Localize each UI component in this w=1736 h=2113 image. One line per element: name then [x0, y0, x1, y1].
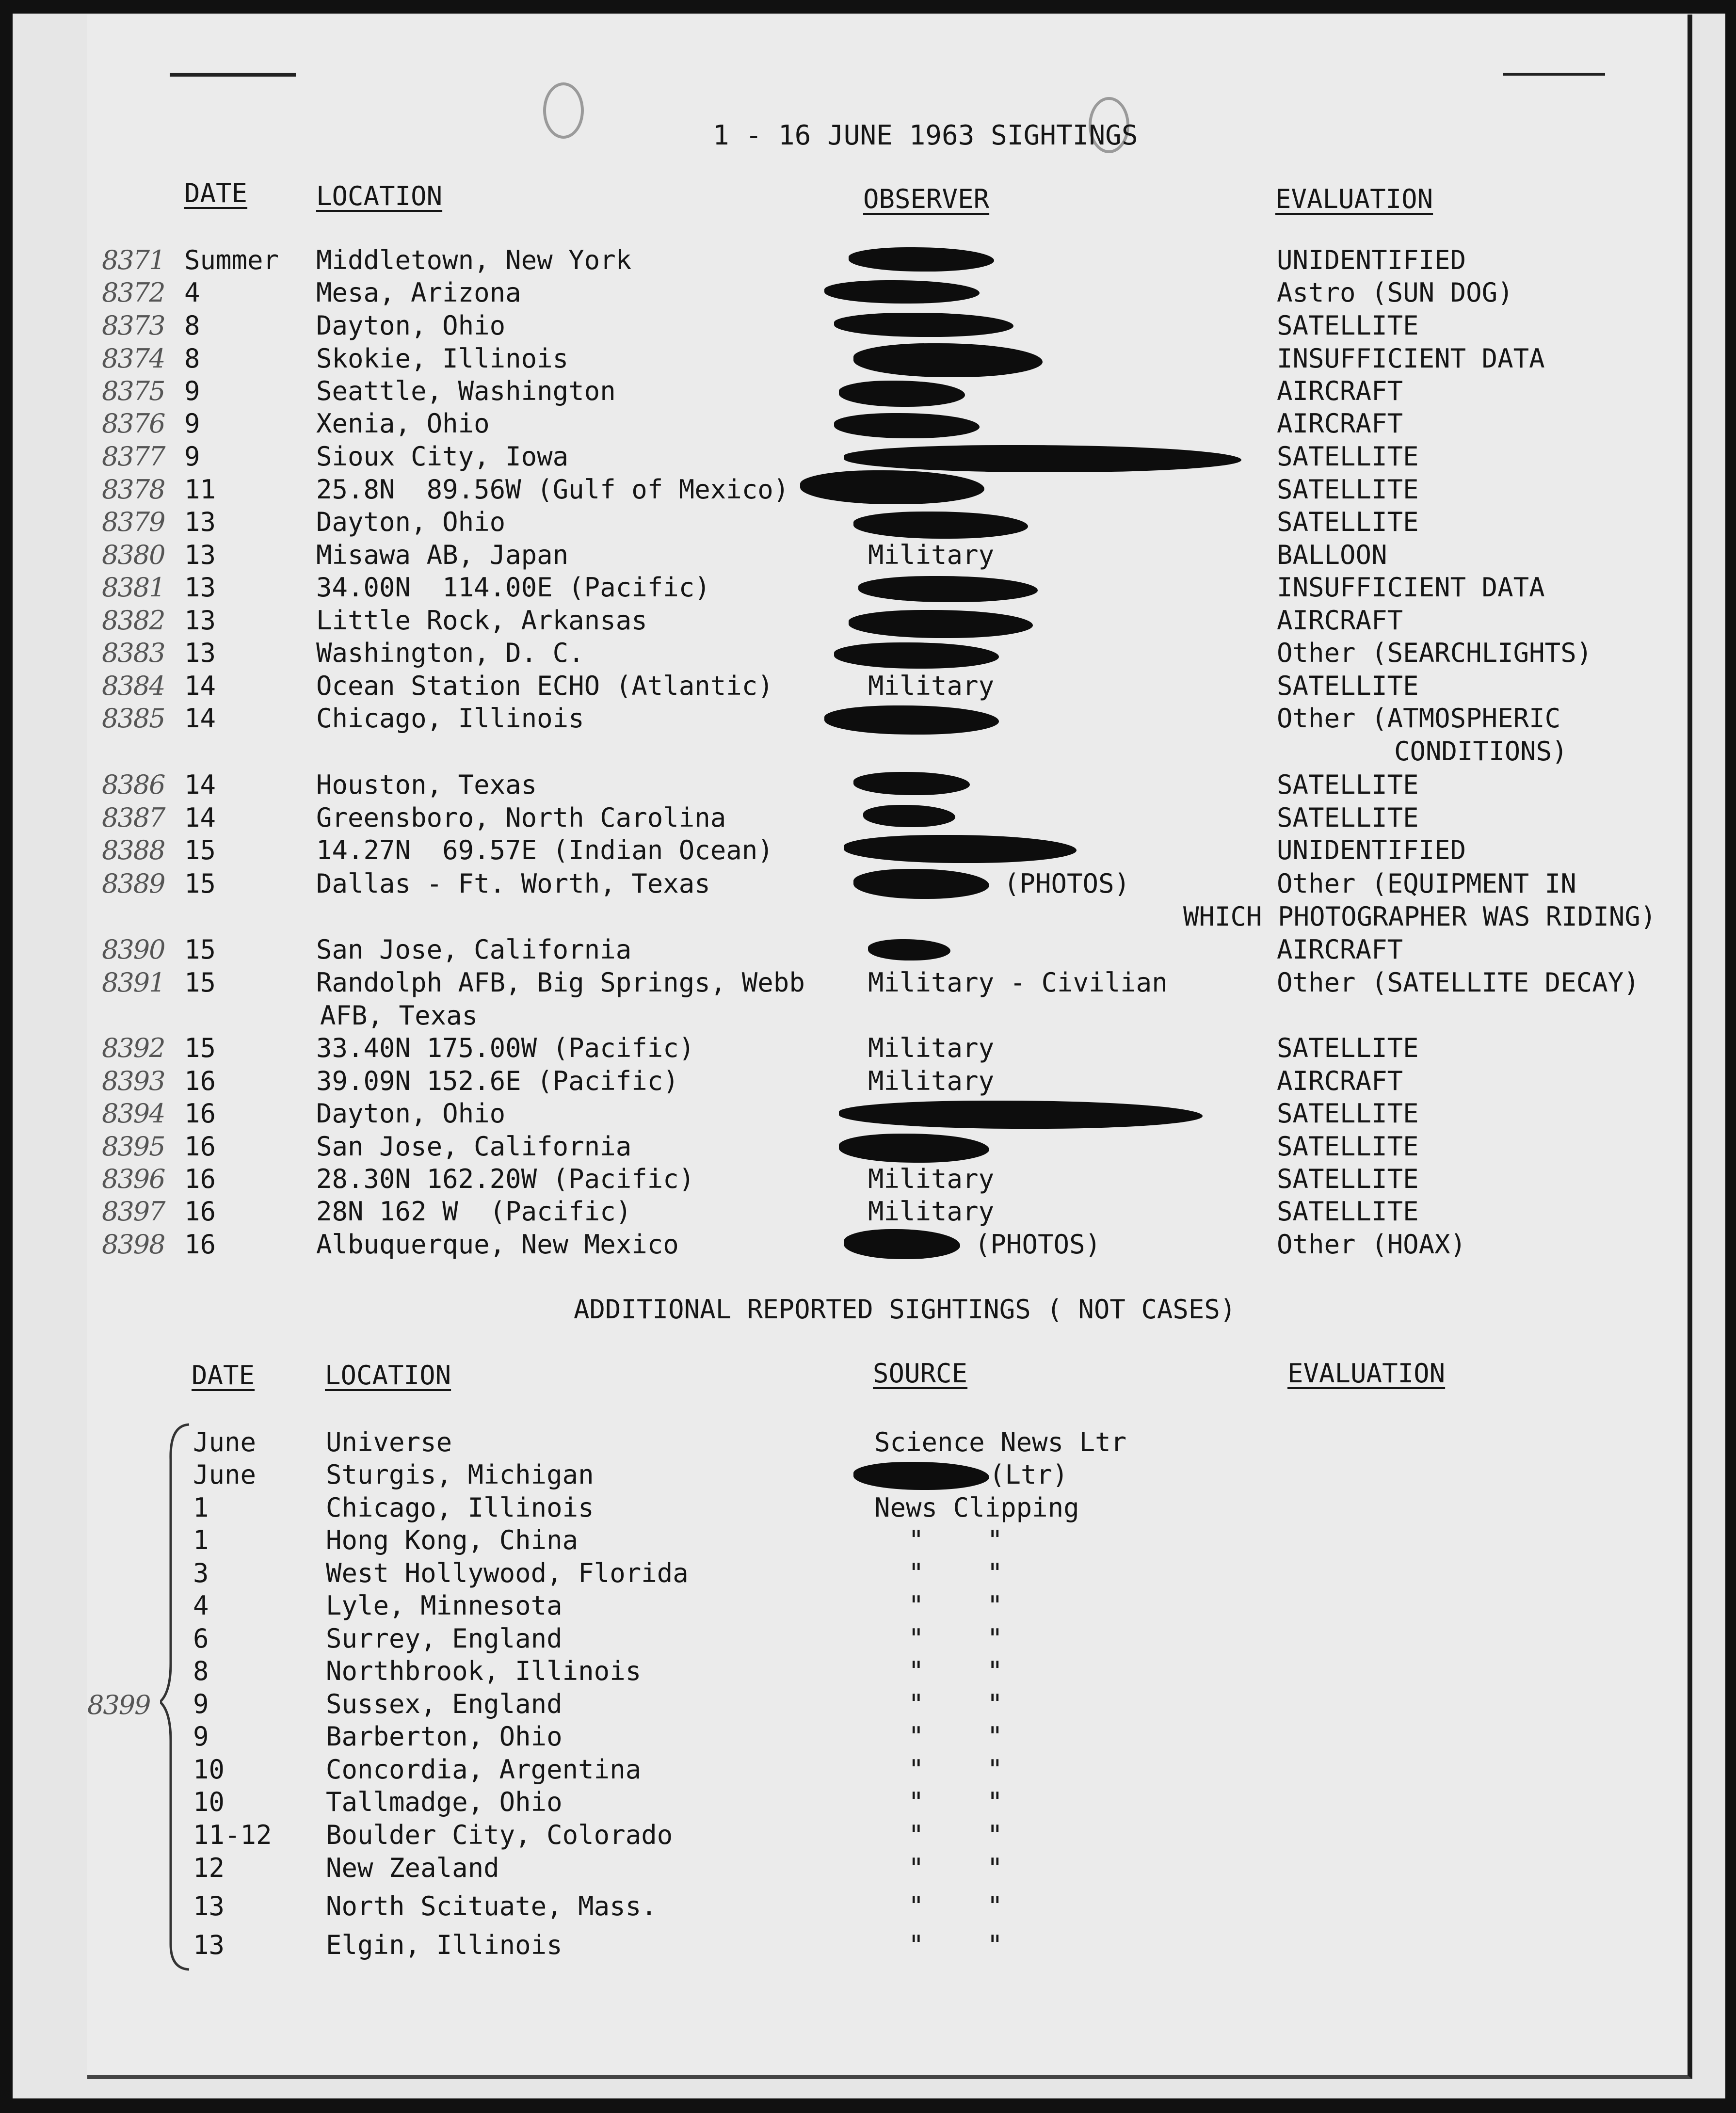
additional-location: West Hollywood, Florida [326, 1558, 689, 1588]
additional-source: " " [908, 1656, 1003, 1686]
case-number: 8379 [102, 507, 165, 537]
sighting-date: 13 [184, 638, 216, 668]
sighting-location: Xenia, Ohio [316, 408, 490, 439]
case-number: 8374 [102, 343, 165, 374]
sighting-location: Dayton, Ohio [316, 507, 506, 537]
sighting-evaluation-continued: CONDITIONS) [1394, 736, 1568, 767]
additional-date: June [193, 1459, 257, 1490]
sighting-evaluation: SATELLITE [1277, 310, 1419, 341]
case-number: 8372 [102, 277, 165, 308]
case-number: 8378 [102, 474, 165, 505]
sighting-date: 16 [184, 1196, 216, 1227]
sighting-date: 16 [184, 1098, 216, 1129]
sighting-evaluation: AIRCRAFT [1277, 605, 1403, 636]
case-number: 8393 [102, 1066, 165, 1096]
sighting-evaluation: AIRCRAFT [1277, 408, 1403, 439]
sighting-location: 39.09N 152.6E (Pacific) [316, 1066, 679, 1096]
sighting-observer: Military [868, 1164, 995, 1194]
sighting-evaluation: SATELLITE [1277, 802, 1419, 833]
additional-location: Northbrook, Illinois [326, 1656, 642, 1686]
sighting-location: Washington, D. C. [316, 638, 584, 668]
additional-date: 6 [193, 1623, 209, 1654]
sighting-location: Ocean Station ECHO (Atlantic) [316, 671, 773, 701]
sighting-location: Sioux City, Iowa [316, 441, 569, 472]
sighting-date: 9 [184, 441, 200, 472]
additional-source: " " [908, 1891, 1003, 1921]
additional-source: " " [908, 1754, 1003, 1785]
sighting-date: 13 [184, 605, 216, 636]
sighting-evaluation: INSUFFICIENT DATA [1277, 343, 1545, 374]
sighting-date: 13 [184, 540, 216, 570]
sighting-date: 15 [184, 1033, 216, 1063]
additional-location: Tallmadge, Ohio [326, 1787, 563, 1817]
sighting-date: 14 [184, 671, 216, 701]
sighting-observer: (PHOTOS) [1004, 868, 1130, 899]
sighting-location: Dayton, Ohio [316, 310, 506, 341]
sighting-observer: Military [868, 1196, 995, 1227]
sighting-date: 11 [184, 474, 216, 505]
additional-location: Hong Kong, China [326, 1525, 579, 1555]
sighting-date: 8 [184, 343, 200, 374]
additional-location: North Scituate, Mass. [326, 1891, 657, 1921]
additional-source: " " [908, 1721, 1003, 1752]
sighting-location: 28N 162 W (Pacific) [316, 1196, 632, 1227]
additional-source: Science News Ltr [874, 1427, 1127, 1457]
sighting-location: 34.00N 114.00E (Pacific) [316, 572, 710, 603]
case-number: 8375 [102, 376, 165, 406]
case-number: 8383 [102, 638, 165, 668]
additional-date: 3 [193, 1558, 209, 1588]
sighting-location: Chicago, Illinois [316, 703, 584, 734]
additional-source: " " [908, 1558, 1003, 1588]
sighting-evaluation: Other (ATMOSPHERIC [1277, 703, 1561, 734]
sighting-observer: Military - Civilian [868, 967, 1168, 998]
sighting-evaluation: Other (HOAX) [1277, 1229, 1466, 1260]
sighting-location: Seattle, Washington [316, 376, 616, 406]
additional-source: " " [908, 1689, 1003, 1719]
case-number: 8377 [102, 441, 165, 472]
sighting-evaluation: Other (SEARCHLIGHTS) [1277, 638, 1592, 668]
sighting-evaluation: BALLOON [1277, 540, 1387, 570]
additional-date: 1 [193, 1525, 209, 1555]
sighting-evaluation: Other (EQUIPMENT IN [1277, 868, 1576, 899]
scan-border-right [1725, 0, 1736, 2113]
additional-date: 12 [193, 1853, 225, 1883]
sighting-date: Summer [184, 245, 279, 275]
case-number: 8391 [102, 967, 165, 998]
case-number: 8382 [102, 605, 165, 636]
sighting-evaluation: UNIDENTIFIED [1277, 835, 1466, 865]
sighting-observer: Military [868, 671, 995, 701]
sighting-date: 15 [184, 835, 216, 865]
additional-source: " " [908, 1930, 1003, 1960]
additional-date: 9 [193, 1689, 209, 1719]
sighting-location: Dallas - Ft. Worth, Texas [316, 868, 710, 899]
additional-header-evaluation: EVALUATION [1287, 1358, 1446, 1389]
bracket-case-number: 8399 [87, 1690, 150, 1720]
sighting-location: Mesa, Arizona [316, 277, 521, 308]
sighting-date: 14 [184, 703, 216, 734]
case-number: 8380 [102, 540, 165, 570]
top-right-mark [1503, 73, 1605, 76]
additional-date: 13 [193, 1891, 225, 1921]
sighting-observer: Military [868, 1033, 995, 1063]
additional-location: Sturgis, Michigan [326, 1459, 594, 1490]
scan-border-bottom [0, 2098, 1736, 2113]
sighting-location: San Jose, California [316, 934, 632, 965]
additional-source: " " [908, 1820, 1003, 1850]
case-number: 8397 [102, 1196, 165, 1227]
sighting-location: Skokie, Illinois [316, 343, 569, 374]
additional-location: Concordia, Argentina [326, 1754, 642, 1785]
sighting-location: Dayton, Ohio [316, 1098, 506, 1129]
case-number: 8396 [102, 1164, 165, 1194]
sighting-date: 16 [184, 1131, 216, 1162]
additional-source: " " [908, 1623, 1003, 1654]
additional-source: " " [908, 1853, 1003, 1883]
additional-location: Elgin, Illinois [326, 1930, 563, 1960]
sighting-location: Albuquerque, New Mexico [316, 1229, 679, 1260]
sighting-evaluation: UNIDENTIFIED [1277, 245, 1466, 275]
sighting-location-continued: AFB, Texas [320, 1000, 478, 1031]
page-title: 1 - 16 JUNE 1963 SIGHTINGS [713, 120, 1138, 151]
sighting-date: 16 [184, 1066, 216, 1096]
case-number: 8387 [102, 802, 165, 833]
additional-date: 9 [193, 1721, 209, 1752]
sighting-date: 8 [184, 310, 200, 341]
additional-date: 10 [193, 1787, 225, 1817]
sighting-evaluation: AIRCRAFT [1277, 376, 1403, 406]
additional-date: 1 [193, 1492, 209, 1523]
sighting-date: 4 [184, 277, 200, 308]
sighting-date: 15 [184, 934, 216, 965]
sighting-date: 16 [184, 1229, 216, 1260]
sighting-location: Misawa AB, Japan [316, 540, 569, 570]
sighting-evaluation: SATELLITE [1277, 507, 1419, 537]
sighting-evaluation: SATELLITE [1277, 1098, 1419, 1129]
case-number: 8376 [102, 408, 165, 439]
additional-location: New Zealand [326, 1853, 499, 1883]
scan-border-top [0, 0, 1736, 14]
sighting-date: 15 [184, 967, 216, 998]
sighting-date: 16 [184, 1164, 216, 1194]
additional-location: Lyle, Minnesota [326, 1590, 563, 1621]
sighting-location: Greensboro, North Carolina [316, 802, 726, 833]
additional-header-date: DATE [192, 1360, 255, 1391]
additional-source: " " [908, 1787, 1003, 1817]
sighting-observer: Military [868, 540, 995, 570]
additional-date: 13 [193, 1930, 225, 1960]
sighting-evaluation: INSUFFICIENT DATA [1277, 572, 1545, 603]
additional-location: Chicago, Illinois [326, 1492, 594, 1523]
sighting-location: San Jose, California [316, 1131, 632, 1162]
header-evaluation: EVALUATION [1275, 184, 1433, 214]
sighting-evaluation: Astro (SUN DOG) [1277, 277, 1513, 308]
sighting-evaluation: SATELLITE [1277, 1164, 1419, 1194]
case-number: 8384 [102, 671, 165, 701]
additional-date: 8 [193, 1656, 209, 1686]
sighting-evaluation: SATELLITE [1277, 1131, 1419, 1162]
redaction [868, 939, 950, 960]
top-left-mark [170, 73, 296, 77]
case-number: 8386 [102, 769, 165, 800]
additional-date: June [193, 1427, 257, 1457]
additional-location: Universe [326, 1427, 452, 1457]
sighting-location: 25.8N 89.56W (Gulf of Mexico) [316, 474, 789, 505]
sighting-date: 13 [184, 507, 216, 537]
case-number: 8390 [102, 934, 165, 965]
sighting-location: Randolph AFB, Big Springs, Webb [316, 967, 805, 998]
sighting-evaluation: AIRCRAFT [1277, 934, 1403, 965]
sighting-observer: Military [868, 1066, 995, 1096]
sighting-evaluation: SATELLITE [1277, 474, 1419, 505]
additional-date: 4 [193, 1590, 209, 1621]
case-number: 8392 [102, 1033, 165, 1063]
sighting-date: 14 [184, 802, 216, 833]
sighting-observer: (PHOTOS) [975, 1229, 1101, 1260]
sighting-date: 14 [184, 769, 216, 800]
sighting-evaluation-continued: WHICH PHOTOGRAPHER WAS RIDING) [1183, 901, 1656, 932]
sighting-evaluation: SATELLITE [1277, 441, 1419, 472]
case-number: 8389 [102, 868, 165, 899]
additional-location: Boulder City, Colorado [326, 1820, 673, 1850]
additional-header-source: SOURCE [873, 1358, 968, 1389]
additional-source: " " [908, 1525, 1003, 1555]
sighting-evaluation: AIRCRAFT [1277, 1066, 1403, 1096]
case-number: 8385 [102, 703, 165, 734]
sighting-date: 13 [184, 572, 216, 603]
sighting-date: 9 [184, 408, 200, 439]
header-observer: OBSERVER [863, 184, 990, 214]
scan-border-left [0, 0, 13, 2113]
sighting-location: 14.27N 69.57E (Indian Ocean) [316, 835, 773, 865]
additional-source: News Clipping [874, 1492, 1079, 1523]
additional-location: Surrey, England [326, 1623, 563, 1654]
sighting-evaluation: Other (SATELLITE DECAY) [1277, 967, 1640, 998]
sighting-location: 33.40N 175.00W (Pacific) [316, 1033, 695, 1063]
additional-source: " " [908, 1590, 1003, 1621]
additional-title: ADDITIONAL REPORTED SIGHTINGS ( NOT CASES) [574, 1294, 1236, 1325]
additional-location: Barberton, Ohio [326, 1721, 563, 1752]
sighting-evaluation: SATELLITE [1277, 1033, 1419, 1063]
sighting-location: Houston, Texas [316, 769, 537, 800]
sighting-date: 15 [184, 868, 216, 899]
additional-date: 11-12 [193, 1820, 272, 1850]
sighting-date: 9 [184, 376, 200, 406]
additional-date: 10 [193, 1754, 225, 1785]
sighting-evaluation: SATELLITE [1277, 1196, 1419, 1227]
sighting-location: Middletown, New York [316, 245, 632, 275]
sighting-location: Little Rock, Arkansas [316, 605, 647, 636]
case-number: 8398 [102, 1229, 165, 1260]
additional-header-location: LOCATION [325, 1360, 451, 1391]
punch-hole-left [543, 82, 584, 139]
case-number: 8395 [102, 1131, 165, 1162]
additional-source: (Ltr) [989, 1459, 1068, 1490]
case-number: 8381 [102, 572, 165, 603]
additional-location: Sussex, England [326, 1689, 563, 1719]
case-number: 8388 [102, 835, 165, 865]
case-number: 8373 [102, 310, 165, 341]
sighting-location: 28.30N 162.20W (Pacific) [316, 1164, 695, 1194]
sighting-evaluation: SATELLITE [1277, 769, 1419, 800]
sighting-evaluation: SATELLITE [1277, 671, 1419, 701]
case-number: 8394 [102, 1098, 165, 1129]
header-date: DATE [184, 178, 248, 208]
case-number: 8371 [102, 245, 165, 275]
header-location: LOCATION [316, 181, 443, 211]
